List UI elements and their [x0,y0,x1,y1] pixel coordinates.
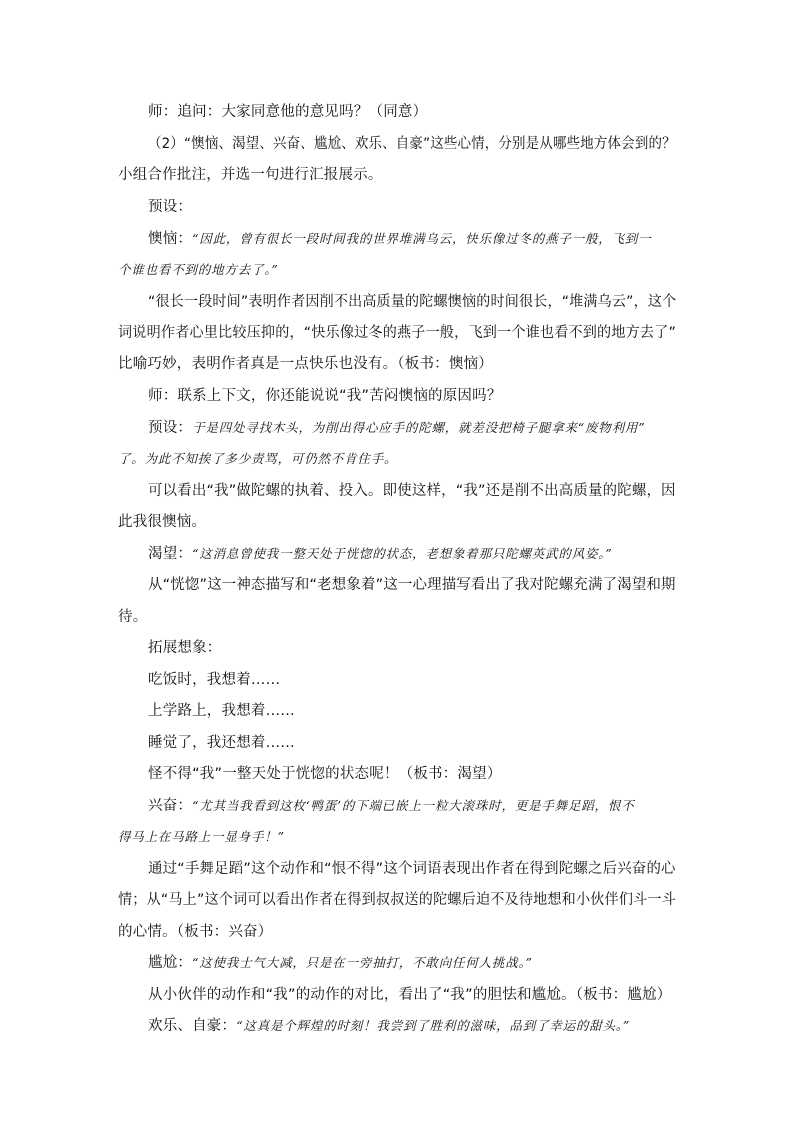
quote-line: 个谁也看不到的地方去了。” [118,262,279,277]
text-line: 预设： [148,199,193,215]
text-line: 比喻巧妙，表明作者真是一点快乐也没有。（板书：懊恼） [118,356,493,372]
text-line: 小组合作批注，并选一句进行汇报展示。 [118,167,383,183]
quote-line: 懊恼：“因此，曾有很长一段时间我的世界堆满乌云，快乐像过冬的燕子一般，飞到一 [148,231,652,247]
quote-line: 了。为此不知挨了多少责骂，可仍然不肯住手。 [118,451,398,466]
text-line: 拓展想象： [148,640,222,656]
text-line: 的心情。（板书：兴奋） [118,924,273,940]
quote-line: 尴尬：“这使我士气大减，只是在一旁抽打，不敢向任何人挑战。” [148,955,533,971]
text-line: 上学路上，我想着…… [148,703,295,719]
text-line: 待。 [118,609,148,625]
text-line: （2）“懊恼、渴望、兴奋、尴尬、欢乐、自豪”这些心情，分别是从哪些地方体会到的？ [148,136,676,152]
text-line: 从小伙伴的动作和“我”的动作的对比，看出了“我”的胆怯和尴尬。（板书：尴尬） [148,987,672,1003]
text-line: 此我很懊恼。 [118,514,207,530]
text-line: 通过“手舞足蹈”这个动作和“恨不得”这个词语表现出作者在得到陀螺之后兴奋的心 [148,861,676,877]
text-line: 怪不得“我”一整天处于恍惚的状态呢！（板书：渴望） [148,766,502,782]
text-line: 从“恍惚”这一神态描写和“老想象着”这一心理描写看出了我对陀螺充满了渴望和期 [148,577,676,593]
text-line: 词说明作者心里比较压抑的，“快乐像过冬的燕子一般，飞到一个谁也看不到的地方去了” [118,325,677,341]
text-line: 吃饭时，我想着…… [148,672,281,688]
quote-line: 得马上在马路上一显身手！” [118,829,285,844]
quote-line: 渴望：“这消息曾使我一整天处于恍惚的状态，老想象着那只陀螺英武的风姿。” [148,546,613,562]
text-line: 师：追问：大家同意他的意见吗？（同意） [148,104,428,120]
text-line: 睡觉了，我还想着…… [148,735,295,751]
text-line: 可以看出“我”做陀螺的执着、投入。即使这样，“我”还是削不出高质量的陀螺，因 [148,483,676,499]
text-line: “很长一段时间”表明作者因削不出高质量的陀螺懊恼的时间很长，“堆满乌云”，这个 [148,294,677,310]
quote-line: 预设：于是四处寻找木头，为削出得心应手的陀螺，就差没把椅子腿拿来“废物利用” [148,420,646,436]
quote-line: 欢乐、自豪：“这真是个辉煌的时刻！我尝到了胜利的滋味，品到了幸运的甜头。” [148,1018,631,1034]
quote-line: 兴奋：“尤其当我看到这枚‘鸭蛋’的下端已嵌上一粒大滚珠时，更是手舞足蹈，恨不 [148,798,635,814]
text-line: 师：联系上下文，你还能说说“我”苦闷懊恼的原因吗？ [148,388,502,404]
text-line: 情；从“马上”这个词可以看出作者在得到叔叔送的陀螺后迫不及待地想和小伙伴们斗一斗 [118,892,677,908]
